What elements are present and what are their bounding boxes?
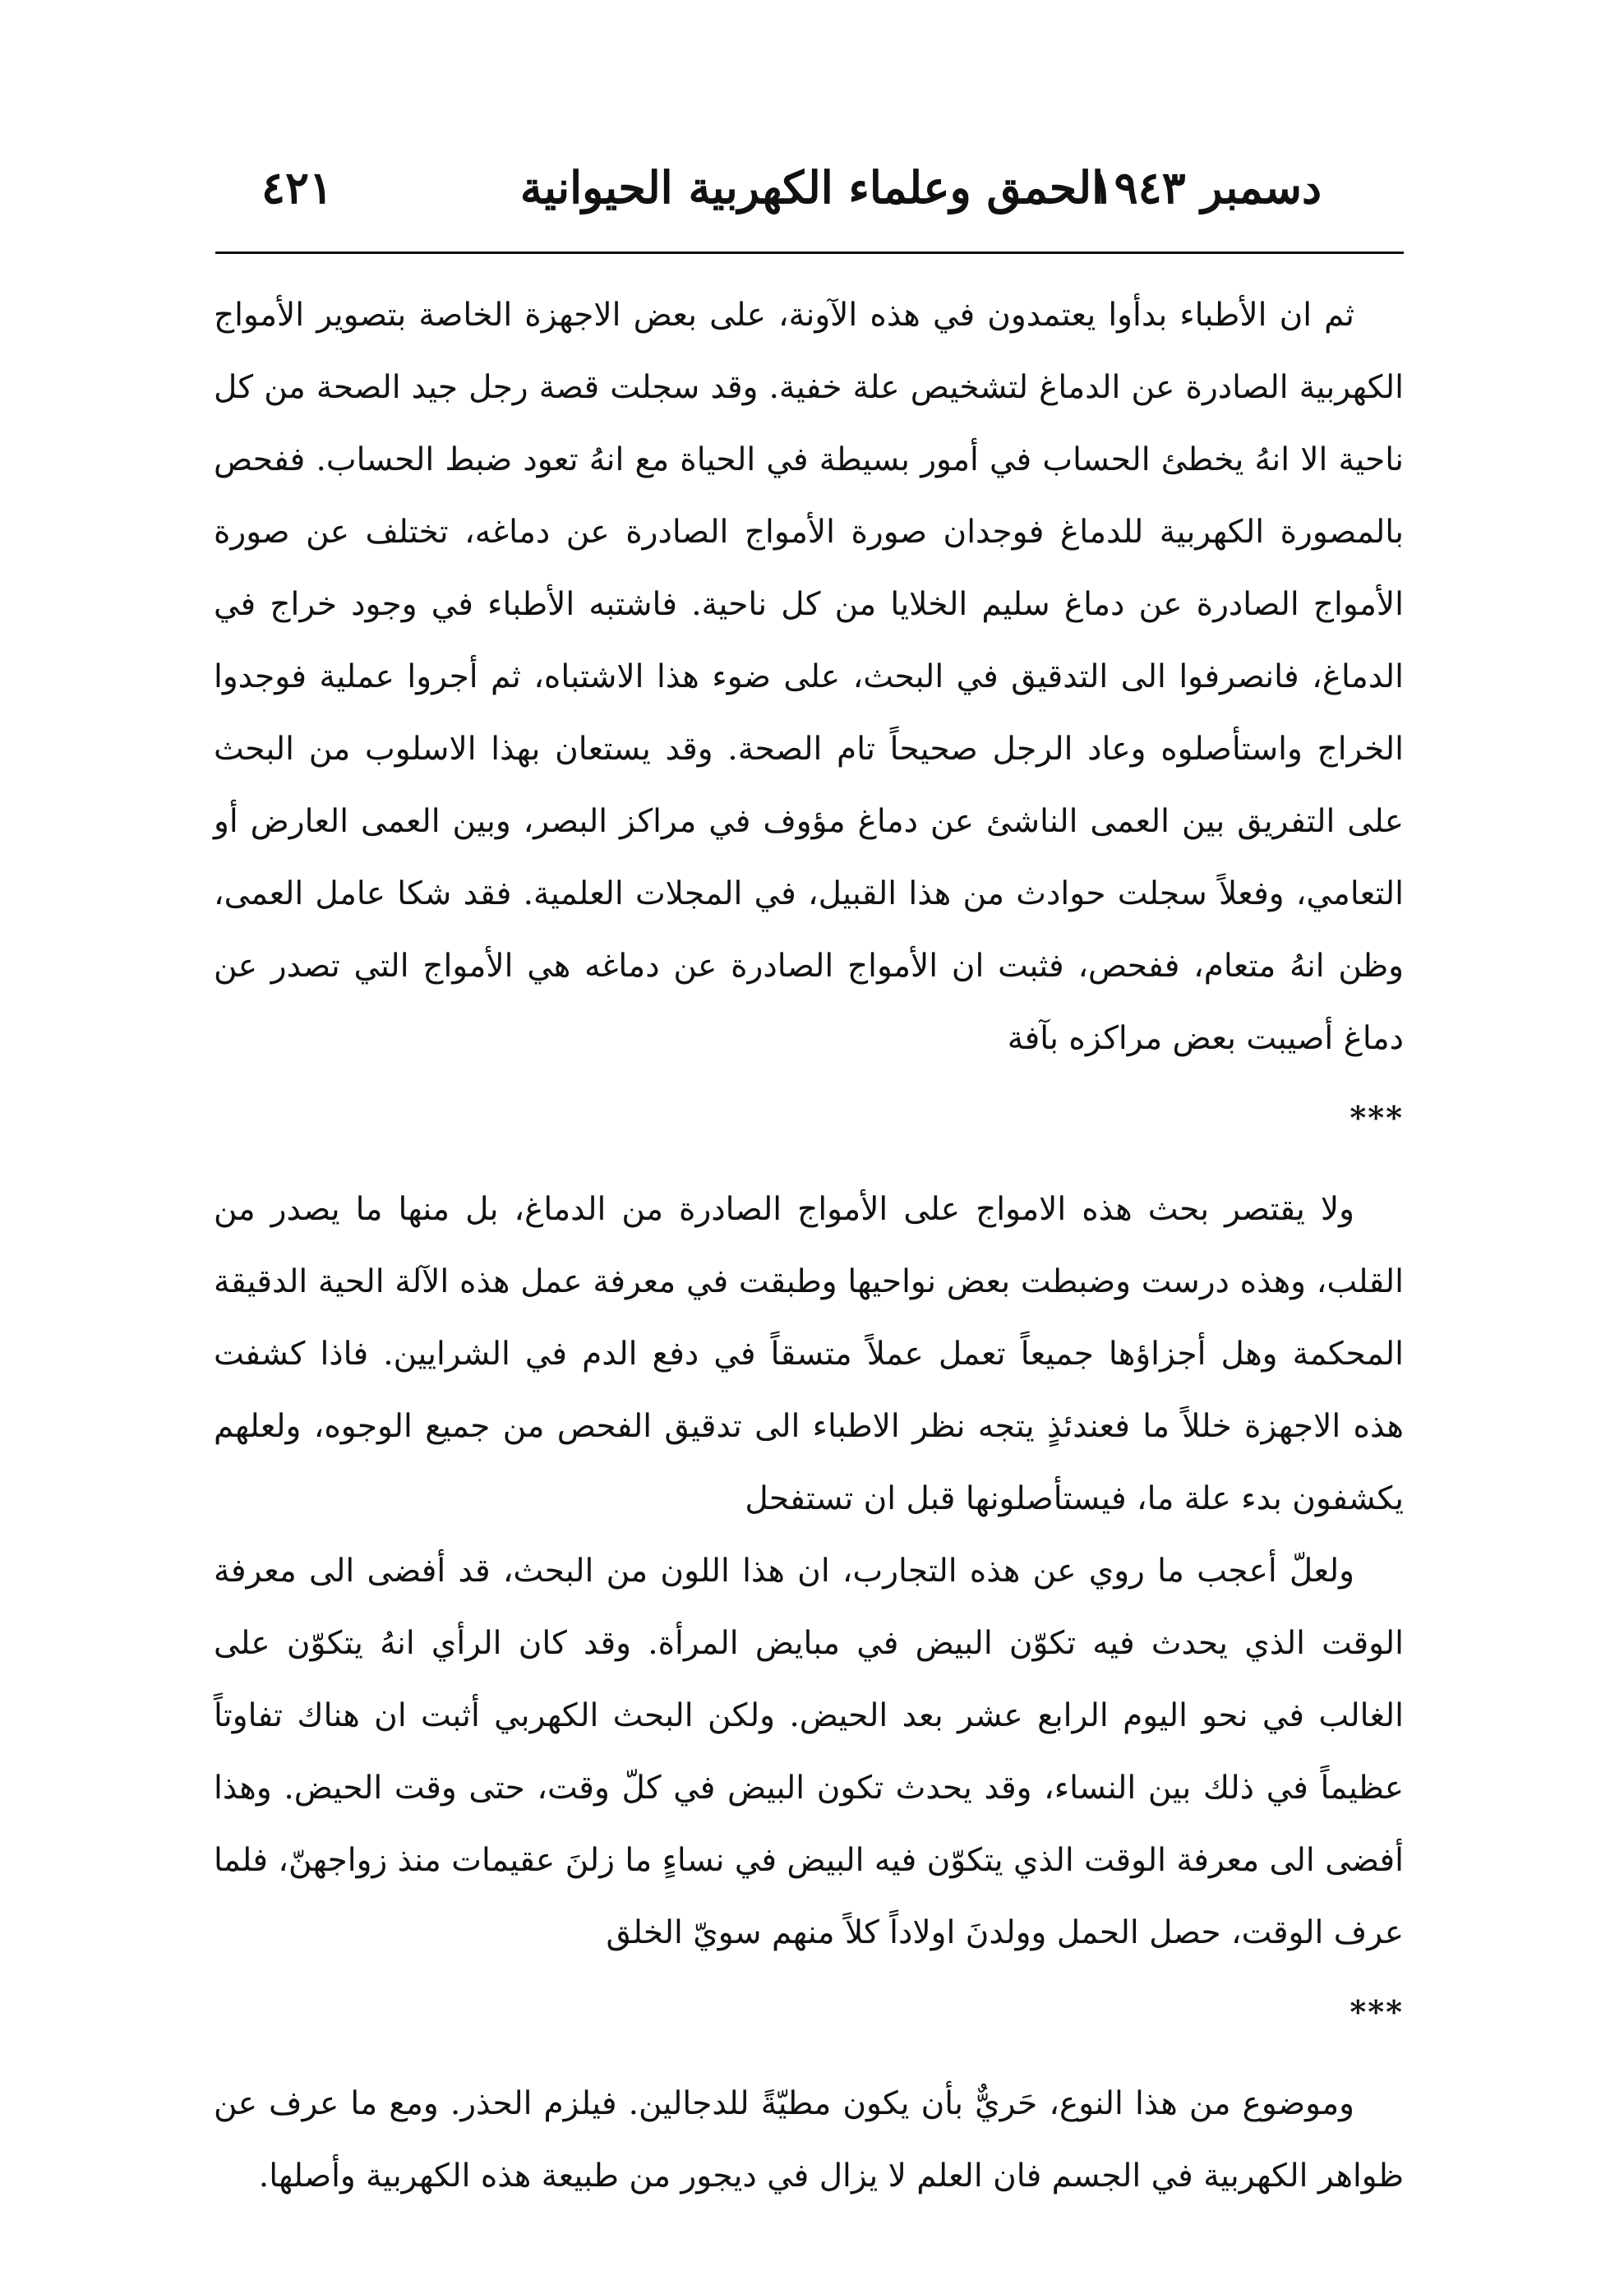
article-body (214, 279, 1404, 2213)
header-title: الحمق وعلماء الكهربية الحيوانية (519, 161, 1105, 214)
paragraph-1: ثم ان الأطباء بدأوا يعتمدون في هذه الآونة، على بعض الاجهزة الخاصة بتصوير الأمواج الكهربية الصادرة عن الدماغ لتشخيص علة خفية. وقد سجلت قصة رجل جيد الصحة من كل ناحية الا انهُ يخطئ الحساب في أمور بسيطة في الحياة مع انهُ تعود ضبط الحساب. ففحص بالمصورة الكهربية للدماغ فوجدان صورة الأمواج الصادرة عن دماغه، تختلف عن صورة الأمواج الصادرة عن دماغ سليم الخلايا من كل ناحية. فاشتبه الأطباء في وجود خراج في الدماغ، فانصرفوا الى التدقيق في البحث، على ضوء هذا الاشتباه، ثم أجروا عملية فوجدوا الخراج واستأصلوه وعاد الرجل صحيحاً تام الصحة. وقد يستعان بهذا الاسلوب من البحث على التفريق بين العمى الناشئ عن دماغ مؤوف في مراكز البصر، وبين العمى العارض أو التعامي، وفعلاً سجلت حوادث من هذا القبيل، في المجلات العلمية. فقد شكا عامل العمى، وظن انهُ متعام، ففحص، فثبت ان الأمواج الصادرة عن دماغه هي الأمواج التي تصدر عن دماغ أصيبت بعض مراكزه بآفة (214, 297, 1404, 1057)
header-divider (215, 252, 1404, 254)
paragraph-4: وموضوع من هذا النوع، حَريٌّ بأن يكون مطيّةً للدجالين. فيلزم الحذر. ومع ما عرف عن ظواهر الكهربية في الجسم فان العلم لا يزال في ديجور من طبيعة هذه الكهربية وأصلها. (214, 2085, 1404, 2195)
page-number: ٤٢١ (261, 161, 334, 214)
section-separator-2: *** (1349, 1993, 1404, 2030)
paragraph-3: ولعلّ أعجب ما روي عن هذه التجارب، ان هذا اللون من البحث، قد أفضى الى معرفة الوقت الذي يحدث فيه تكوّن البيض في مبايض المرأة. وقد كان الرأي انهُ يتكوّن على الغالب في نحو اليوم الرابع عشر بعد الحيض. ولكن البحث الكهربي أثبت ان هناك تفاوتاً عظيماً في ذلك بين النساء، وقد يحدث تكون البيض في كلّ وقت، حتى وقت الحيض. وهذا أفضى الى معرفة الوقت الذي يتكوّن فيه البيض في نساءٍ ما زلنَ عقيمات منذ زواجهنّ، فلما عرف الوقت، حصل الحمل وولدنَ اولاداً كلاً منهم سويّ الخلق (214, 1553, 1404, 1951)
header-date: دسمبر ١٩٤٣ (1090, 161, 1322, 214)
running-header (220, 161, 1404, 235)
section-separator-1: *** (1349, 1099, 1404, 1136)
paragraph-2: ولا يقتصر بحث هذه الامواج على الأمواج الصادرة من الدماغ، بل منها ما يصدر من القلب، وهذه درست وضبطت بعض نواحيها وطبقت في معرفة عمل هذه الآلة الحية الدقيقة المحكمة وهل أجزاؤها جميعاً تعمل عملاً متسقاً في دفع الدم في الشرايين. فاذا كشفت هذه الاجهزة خللاً ما فعندئذٍ يتجه نظر الاطباء الى تدقيق الفحص من جميع الوجوه، ولعلهم يكشفون بدء علة ما، فيستأصلونها قبل ان تستفحل (214, 1191, 1405, 1517)
